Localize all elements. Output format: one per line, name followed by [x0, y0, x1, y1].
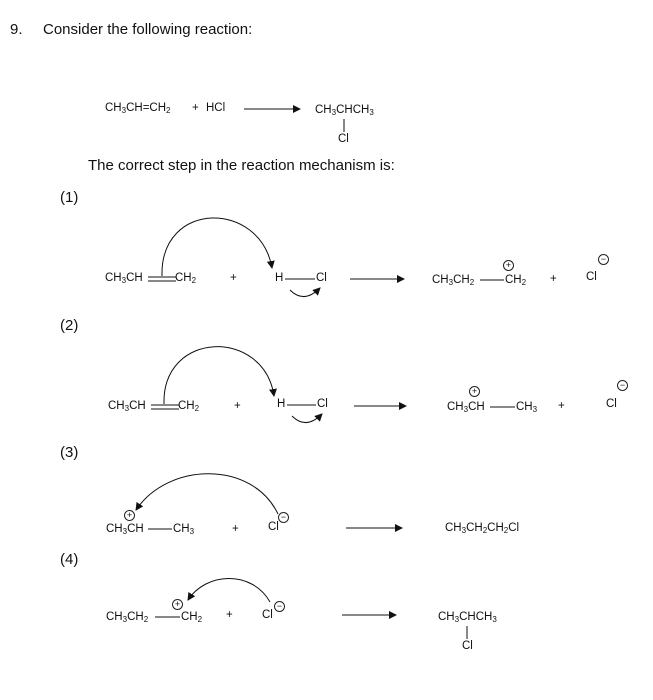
- opt2-curved-arrow-hcl: [292, 414, 322, 423]
- opt1-anion: Cl: [586, 271, 597, 283]
- opt2-plus: +: [234, 400, 241, 412]
- opt2-product-right: $CH_3$: [516, 401, 538, 414]
- opt1-h: H: [275, 272, 284, 284]
- opt2-product-plus: +: [558, 400, 565, 412]
- overall-reactant-2: HCl: [206, 102, 226, 114]
- option-label-1: (1): [60, 189, 79, 206]
- option-label-3: (3): [60, 444, 79, 461]
- opt4-product: $CH_3CHCH_3$: [438, 611, 497, 624]
- opt3-anion-charge: −: [278, 512, 289, 523]
- opt4-anion-charge: −: [274, 601, 285, 612]
- opt1-anion-charge: −: [598, 254, 609, 265]
- option-label-4: (4): [60, 551, 79, 568]
- opt4-product-substituent: Cl: [462, 640, 473, 652]
- overall-plus: +: [192, 102, 199, 114]
- opt2-product-left: $CH_3CH$: [447, 401, 485, 414]
- opt4-curved-arrow: [188, 579, 270, 603]
- opt4-carbocation-charge: +: [172, 599, 183, 610]
- opt1-plus: +: [230, 272, 237, 284]
- opt4-cation-left: $CH_3CH_2$: [106, 611, 149, 624]
- opt2-carbocation-charge: +: [469, 386, 480, 397]
- opt3-cation-right: $CH_3$: [173, 523, 195, 536]
- mechanism-prompt: The correct step in the reaction mechanism is:: [88, 157, 395, 174]
- opt1-product-right: $CH_2$: [505, 274, 527, 287]
- opt3-curved-arrow: [136, 474, 278, 514]
- overall-product: $CH_3CHCH_3$: [315, 104, 374, 117]
- question-text: Consider the following reaction:: [43, 21, 253, 38]
- opt2-alkene-right: $CH_2$: [178, 400, 200, 413]
- overall-product-substituent: Cl: [338, 133, 349, 145]
- opt2-curved-arrow-pi: [164, 347, 274, 404]
- opt3-carbocation-charge: +: [124, 510, 135, 521]
- overall-reactant-1: $CH_3CH=CH_2$: [105, 102, 171, 115]
- opt1-carbocation-charge: +: [503, 260, 514, 271]
- opt2-cl: Cl: [317, 398, 328, 410]
- opt2-anion-charge: −: [617, 380, 628, 391]
- question-number: 9.: [10, 21, 23, 38]
- opt4-plus: +: [226, 609, 233, 621]
- opt1-curved-arrow-pi: [162, 218, 272, 276]
- opt3-anion: Cl: [268, 521, 279, 533]
- opt2-h: H: [277, 398, 286, 410]
- opt2-anion: Cl: [606, 398, 617, 410]
- opt1-cl: Cl: [316, 272, 327, 284]
- option-label-2: (2): [60, 317, 79, 334]
- opt4-anion: Cl: [262, 609, 273, 621]
- opt1-alkene-left: $CH_3CH$: [105, 272, 143, 285]
- opt2-alkene-left: $CH_3CH$: [108, 400, 146, 413]
- opt3-cation-left: $CH_3CH$: [106, 523, 144, 536]
- opt1-curved-arrow-hcl: [290, 288, 320, 297]
- opt3-product: $CH_3CH_2CH_2Cl$: [445, 522, 520, 535]
- opt1-product-plus: +: [550, 273, 557, 285]
- opt1-product-left: $CH_3CH_2$: [432, 274, 475, 287]
- opt3-plus: +: [232, 523, 239, 535]
- opt1-alkene-right: $CH_2$: [175, 272, 197, 285]
- opt4-cation-right: $CH_2$: [181, 611, 203, 624]
